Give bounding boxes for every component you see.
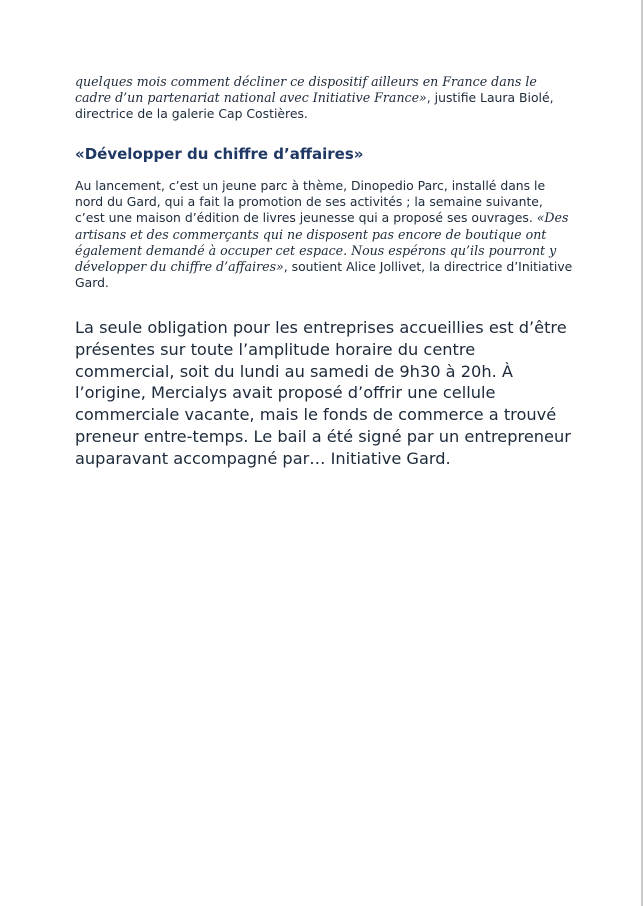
paragraph-obligation: La seule obligation pour les entreprises accueillies est d’être présentes sur toute l’amplitude horaire du centre commercial, soit du lundi au samedi de 9h30 à 20h. À l’origine, Mercialys avait proposé d’offrir une cellule commerciale vacante, mais le fonds de commerce a trouvé preneur entre-temps. Le bail a été signé par un entrepreneur auparavant accompagné par… Initiative Gard.: [75, 318, 571, 468]
paragraph-launch: [75, 178, 575, 291]
italic-quote: quelques mois comment décliner ce dispositif ailleurs en France dans le cadre d’un partenariat national avec Initiative France»: [75, 74, 537, 106]
paragraph-text: Au lancement, c’est un jeune parc à thème, Dinopedio Parc, installé dans le nord du Gard, qui a fait la promotion de ses activités ; la semaine suivante, c’est une maison d’édition de livres jeunesse qui a proposé ses ouvrages.: [75, 178, 546, 226]
attribution-text: , justifie Laura Biolé, directrice de la galerie Cap Costières.: [75, 90, 554, 122]
section-heading: «Développer du chiffre d’affaires»: [75, 145, 364, 163]
paragraph-quote-laura-biole: [75, 74, 575, 123]
attribution-text: , soutient Alice Jollivet, la directrice d’Initiative Gard.: [75, 259, 573, 291]
page-edge-divider: [641, 0, 643, 906]
italic-quote: «Des artisans et des commerçants qui ne disposent pas encore de boutique ont également demandé à occuper cet espace. Nous espérons qu’ils pourront y développer du chiffre d’affaires»: [75, 210, 569, 275]
